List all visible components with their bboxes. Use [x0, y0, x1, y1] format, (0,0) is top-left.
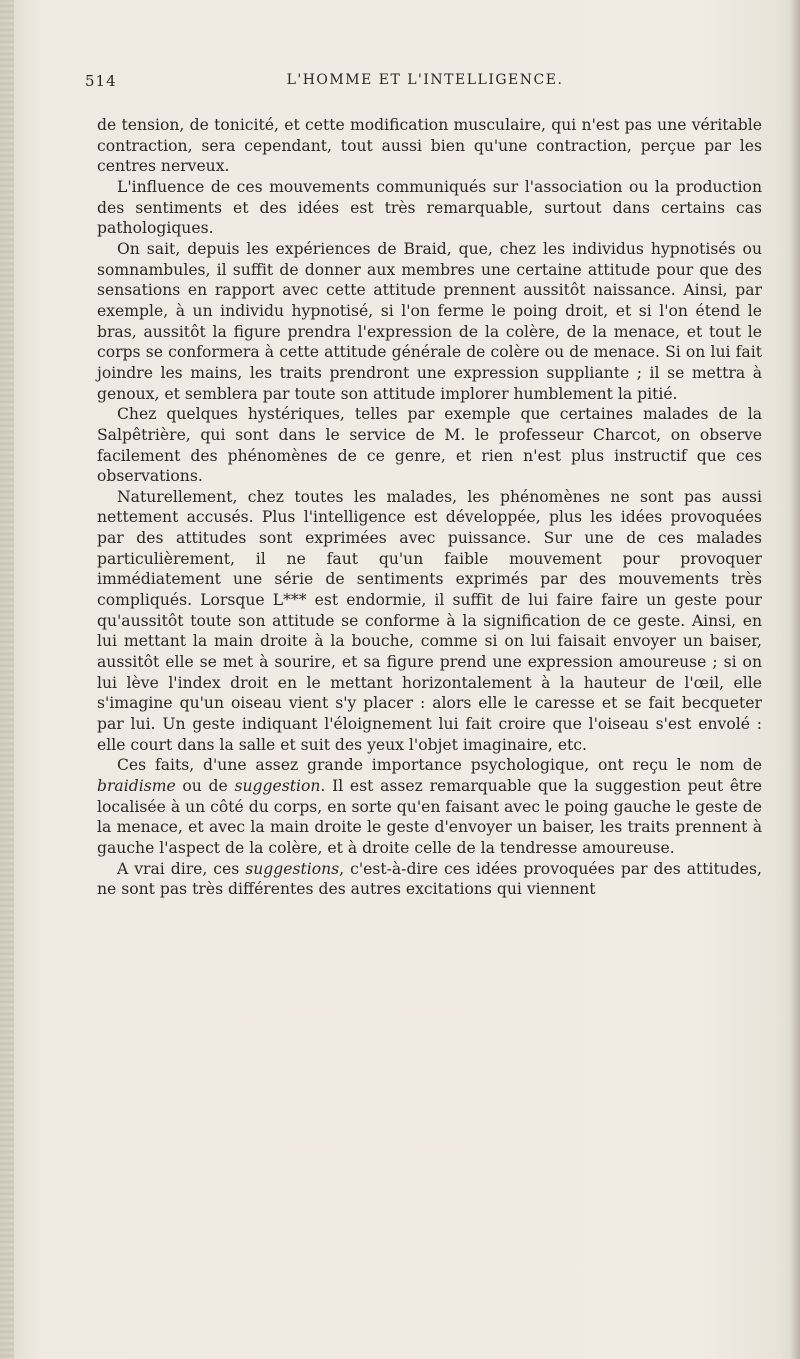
running-title: L'HOMME ET L'INTELLIGENCE. — [286, 72, 564, 88]
page-right-edge — [790, 0, 800, 1359]
text-segment: Naturellement, chez toutes les malades, les phénomènes ne sont pas aussi nettement accusés. Plus l'intelligence est développée, plus les idées provoquées par des attitudes sont exprimées avec puissance. Sur une de ces malades particulièrement, il ne faut qu'un faible mouvement pour provoquer immédiatement une série de sentiments exprimés par des mouvements très compliqués. Lorsque L*** est endormie, il suffit de lui faire faire un geste pour qu'aussitôt toute son attitude se conforme à la signification de ce geste. Ainsi, en lui mettant la main droite à la bouche, comme si on lui faisait envoyer un baiser, aussitôt elle se met à sourire, et sa figure prend une expression amoureuse ; si on lui lève l'index droit en le mettant horizontalement à la hauteur de l'œil, elle s'imagine qu'un oiseau vient s'y placer : alors elle le caresse et se fait becqueter par lui. Un geste indiquant l'éloignement lui fait croire que l'oiseau s'est envolé : elle court dans la salle et suit des yeux l'objet imaginaire, etc. — [97, 487, 762, 754]
text-segment: , c'est-à-dire ces idées provoquées par des attitudes, ne sont pas très différentes des autres excitations qui viennent — [97, 859, 762, 899]
paragraph — [97, 859, 762, 900]
text-segment: L'influence de ces mouvements communiqués sur l'association ou la production des sentiments et des idées est très remarquable, surtout dans certains cas pathologiques. — [97, 177, 762, 238]
paragraph — [97, 177, 762, 239]
page-number: 514 — [85, 72, 117, 90]
text-segment: ou de — [175, 777, 235, 795]
text-segment: A vrai dire, ces — [117, 859, 246, 878]
paragraph — [97, 755, 762, 858]
italic-term: suggestions — [245, 859, 340, 878]
paragraph — [97, 404, 762, 487]
page-binding-edge — [0, 0, 14, 1359]
paragraph — [97, 239, 762, 404]
body-text — [97, 115, 762, 900]
paragraph — [97, 115, 762, 177]
text-segment: Chez quelques hystériques, telles par exemple que certaines malades de la Salpêtrière, qui sont dans le service de M. le professeur Charcot, on observe facilement des phénomènes de ce genre, et rien n'est plus instructif que ces observations. — [97, 405, 762, 486]
page-header — [85, 72, 765, 96]
paragraph — [97, 487, 762, 756]
italic-term: braidisme — [97, 777, 176, 795]
text-segment: . Il est assez remarquable que la suggestion peut être localisée à un côté du corps, en sorte qu'en faisant avec le poing gauche le geste de la menace, et avec la main droite le geste d'envoyer un baiser, les traits prennent à gauche l'aspect de la colère, et à droite celle de la tendresse amoureuse. — [97, 777, 763, 857]
italic-term: suggestion — [234, 777, 321, 795]
text-segment: On sait, depuis les expériences de Braid, que, chez les individus hypnotisés ou somnambules, il suffit de donner aux membres une certaine attitude pour que des sensations en rapport avec cette attitude prennent aussitôt naissance. Ainsi, par exemple, à un individu hypnotisé, si l'on ferme le poing droit, et si l'on étend le bras, aussitôt la figure prendra l'expression de la colère, de la menace, et tout le corps se conformera à cette attitude générale de colère ou de menace. Si on lui fait joindre les mains, les traits prendront une expression suppliante ; il se mettra à genoux, et semblera par toute son attitude implorer humblement la pitié. — [97, 239, 762, 403]
text-segment: Ces faits, d'une assez grande importance psychologique, ont reçu le nom de — [117, 756, 762, 775]
text-segment: de tension, de tonicité, et cette modification musculaire, qui n'est pas une véritable contraction, sera cependant, tout aussi bien qu'une contraction, perçue par les centres nerveux. — [97, 116, 762, 176]
